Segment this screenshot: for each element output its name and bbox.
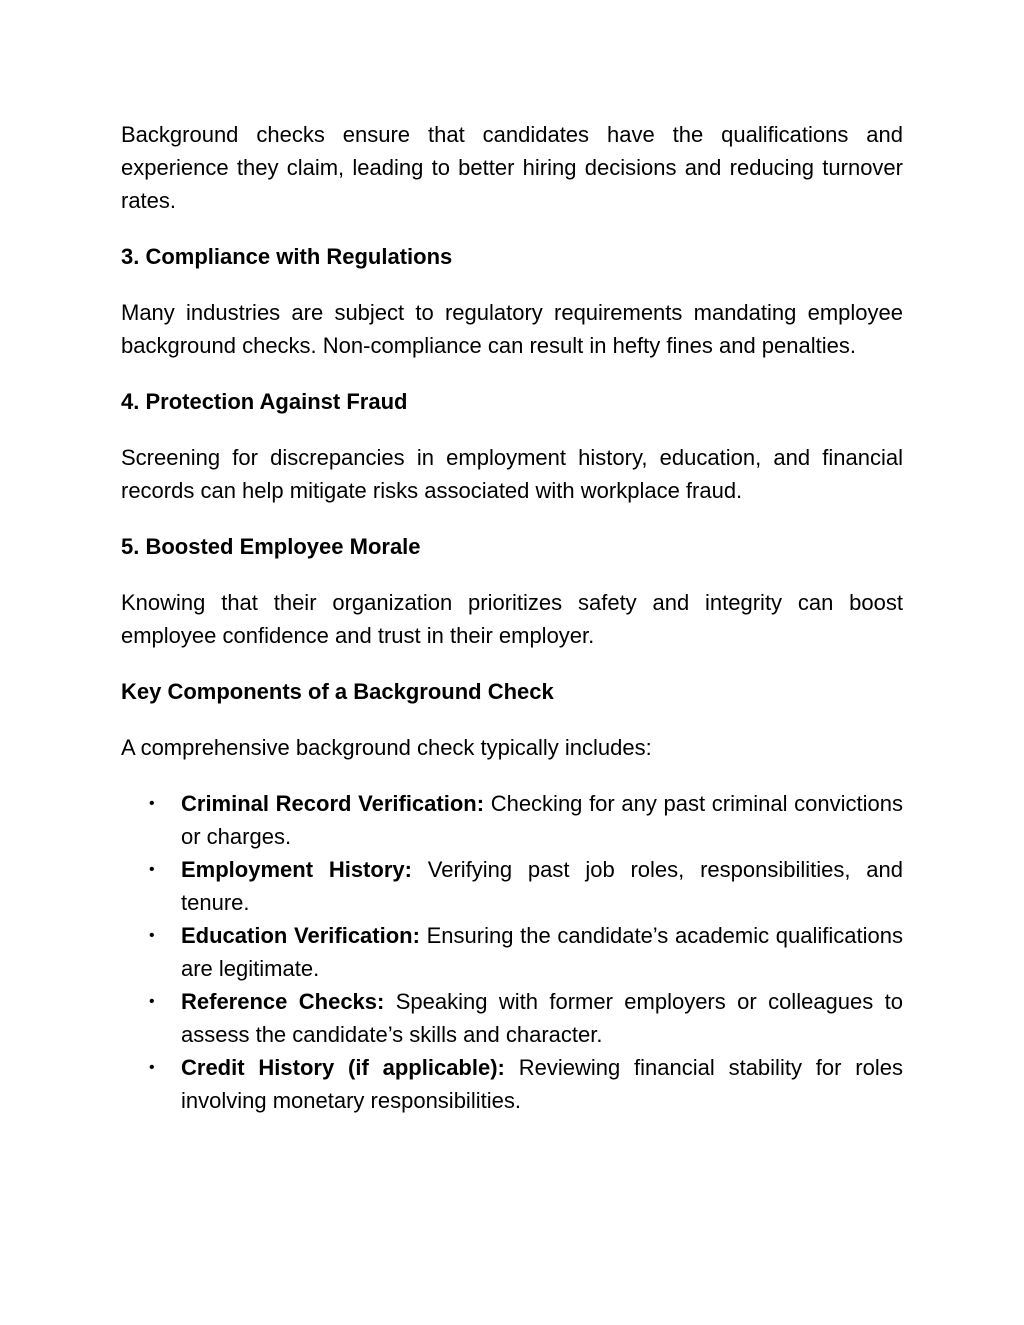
bullet-icon: • — [149, 795, 155, 812]
list-item-education-verification — [121, 919, 903, 985]
list-item-term: Criminal Record Verification: — [181, 791, 485, 816]
list-item-term: Reference Checks: — [181, 989, 385, 1014]
key-components-intro: A comprehensive background check typically includes: — [121, 735, 652, 760]
section-heading-compliance: 3. Compliance with Regulations — [121, 244, 453, 269]
intro-paragraph: Background checks ensure that candidates have the qualifications and experience they claim, leading to better hiring decisions and reducing turnover rates. — [121, 122, 903, 213]
list-item-reference-checks — [121, 985, 903, 1051]
list-item-text: Checking for any past criminal convictions or charges. — [181, 791, 904, 849]
section-heading-fraud: 4. Protection Against Fraud — [121, 389, 408, 414]
section-heading-morale: 5. Boosted Employee Morale — [121, 534, 421, 559]
section-body-fraud: Screening for discrepancies in employment history, education, and financial records can help mitigate risks associated with workplace fraud. — [121, 445, 903, 503]
bullet-icon: • — [149, 993, 155, 1010]
bullet-icon: • — [149, 927, 155, 944]
list-item-criminal-record — [121, 787, 903, 853]
list-item-term: Employment History: — [181, 857, 412, 882]
list-item-credit-history — [121, 1051, 903, 1117]
key-components-heading: Key Components of a Background Check — [121, 679, 554, 704]
list-item-text: Verifying past job roles, responsibilities, and tenure. — [181, 857, 903, 915]
bullet-icon: • — [149, 1059, 155, 1076]
section-body-compliance: Many industries are subject to regulatory requirements mandating employee background checks. Non-compliance can result in hefty fines and penalties. — [121, 300, 903, 358]
key-components-list — [121, 787, 903, 1117]
list-item-text: Ensuring the candidate’s academic qualifications are legitimate. — [181, 923, 903, 981]
list-item-text: Speaking with former employers or colleagues to assess the candidate’s skills and character. — [181, 989, 903, 1047]
list-item-term: Education Verification: — [181, 923, 420, 948]
document-page — [121, 118, 903, 1117]
section-body-morale: Knowing that their organization prioritizes safety and integrity can boost employee confidence and trust in their employer. — [121, 590, 903, 648]
list-item-employment-history — [121, 853, 903, 919]
list-item-term: Credit History (if applicable): — [181, 1055, 505, 1080]
list-item-text: Reviewing financial stability for roles involving monetary responsibilities. — [181, 1055, 903, 1113]
bullet-icon: • — [149, 861, 155, 878]
